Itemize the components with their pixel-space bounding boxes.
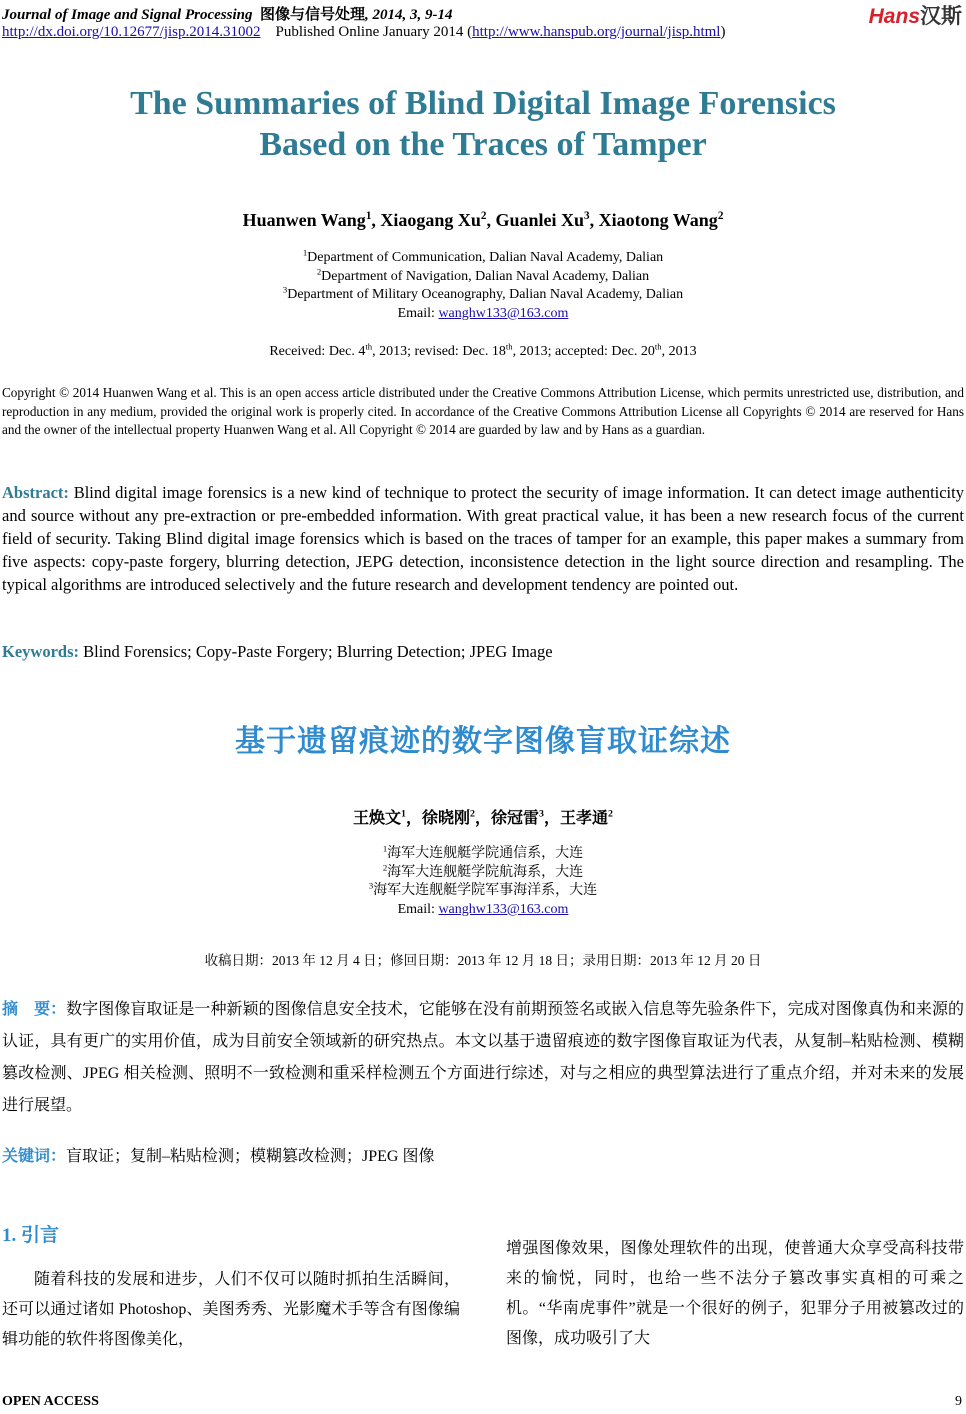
title-line-2: Based on the Traces of Tamper	[259, 126, 707, 163]
affiliation-text: 海军大连舰艇学院军事海洋系，大连	[373, 883, 598, 898]
author-sep: ,	[486, 210, 496, 230]
email-line-cn: Email: wanghw133@163.com	[397, 901, 569, 917]
abstract-en	[2, 481, 964, 596]
affiliation-text: 海军大连舰艇学院航海系，大连	[387, 864, 584, 880]
doi-link[interactable]: http://dx.doi.org/10.12677/jisp.2014.31002	[2, 24, 261, 40]
copyright-notice: Copyright © 2014 Huanwen Wang et al. This is an open access article distributed under the Creative Commons Attribution License, which permits unrestricted use, distribution, and reproduction in any medium, provided the original work is properly cited. In accordance of the Creative Commons Attribution License all Copyrights © 2014 are reserved for Hans and the owner of the intellectual property Huanwen Wang et al. All Copyright © 2014 are guarded by law and by Hans as a guardian.	[2, 385, 964, 437]
affiliation-text: Department of Military Oceanography, Dalian Naval Academy, Dalian	[287, 287, 684, 302]
email-label: Email:	[397, 305, 439, 321]
author-affil-sup: 2	[717, 210, 724, 222]
affiliation-sup: 1	[302, 247, 308, 258]
author-name: Guanlei Xu	[495, 210, 585, 230]
logo-en: Hans	[868, 5, 920, 28]
abstract-text-en: Blind digital image forensics is a new kind of technique to protect the security of image information. It can detect image authenticity and source without any pre-extraction or pre-embedded information. With great practical value, it has been a new research focus of the current field of security. Taking Blind digital image forensics which is based on the traces of tamper for an example, this paper makes a summary from five aspects: copy-paste forgery, blurring detection, JEPG detection, inconsistence detection in the light source direction and resampling. The typical algorithms are introduced selectively and the future research and development tendency are pointed out.	[2, 483, 964, 594]
paper-title-en	[0, 83, 966, 165]
author-affil-sup: 2	[608, 808, 613, 820]
journal-name: Journal of Image and Signal Processing	[2, 7, 253, 23]
affiliation-text: Department of Communication, Dalian Naval Academy, Dalian	[307, 250, 664, 265]
affiliation-line	[0, 861, 966, 883]
affiliation-line	[0, 845, 966, 864]
keywords-text-en: Blind Forensics; Copy-Paste Forgery; Blurring Detection; JPEG Image	[83, 642, 553, 661]
abstract-cn	[2, 994, 964, 1122]
journal-issue: , 2014, 3, 9-14	[364, 7, 453, 23]
keywords-cn	[2, 1143, 964, 1166]
email-line-en	[0, 305, 966, 324]
affiliation-text: Department of Navigation, Dalian Naval Academy, Dalian	[321, 268, 650, 284]
affiliation-line	[0, 286, 966, 305]
intro-paragraph-left: 随着科技的发展和进步，人们不仅可以随时抓拍生活瞬间，还可以通过诸如 Photoshop、美图秀秀、光影魔术手等含有图像编辑功能的软件将图像美化，	[2, 1271, 460, 1348]
author-affil-sup: 1	[401, 808, 406, 820]
author-name: 王孝通	[559, 810, 608, 827]
affiliation-sup: 3	[368, 880, 374, 891]
affiliation-sup: 2	[316, 265, 322, 276]
paper-title-cn: 基于遗留痕迹的数字图像盲取证综述	[235, 724, 731, 759]
affiliation-sup: 2	[382, 861, 388, 872]
published-close: )	[720, 24, 726, 40]
title-line-1: The Summaries of Blind Digital Image Forensics	[130, 85, 836, 122]
affiliation-line	[0, 265, 966, 287]
author-name: Xiaotong Wang	[598, 210, 718, 230]
author-sep: ，	[406, 810, 423, 827]
affiliation-text: 海军大连舰艇学院通信系，大连	[387, 846, 584, 861]
journal-url-link[interactable]: http://www.hanspub.org/journal/jisp.html	[472, 24, 721, 40]
doi-line	[2, 24, 725, 41]
email-link-cn[interactable]: wanghw133@163.com	[438, 901, 569, 917]
abstract-text-cn: 数字图像盲取证是一种新颖的图像信息安全技术，它能够在没有前期预签名或嵌入信息等先验条件下，完成对图像真伪和来源的认证，具有更广的实用价值，成为目前安全领域新的研究热点。本文以基于遗留痕迹的数字图像盲取证为代表，从复制–粘贴检测、模糊篡改检测、JPEG 相关检测、照明不一致检测和重采样检测五个方面进行综述，对与之相应的典型算法进行了重点介绍，并对未来的发展进行展望。	[2, 1001, 964, 1114]
author-affil-sup: 1	[365, 210, 372, 222]
logo-cn: 汉斯	[920, 5, 962, 28]
section-heading-intro: 1. 引言	[2, 1225, 60, 1246]
author-name: 徐冠雷	[491, 810, 540, 827]
email-link-en[interactable]: wanghw133@163.com	[438, 305, 569, 321]
author-affil-sup: 3	[539, 808, 544, 820]
affiliation-line	[0, 249, 966, 268]
author-affil-sup: 2	[480, 210, 487, 222]
affiliation-sup: 1	[382, 843, 388, 854]
keywords-text-cn: 盲取证；复制–粘贴检测；模糊篡改检测；JPEG 图像	[66, 1148, 435, 1165]
affiliation-sup: 3	[282, 284, 288, 295]
keywords-label-cn: 关键词：	[2, 1148, 67, 1165]
body-column-left	[2, 1265, 460, 1355]
journal-header	[2, 3, 452, 24]
dates-cn: 收稿日期：2013 年 12 月 4 日；修回日期：2013 年 12 月 18 日；录用日期：2013 年 12 月 20 日	[204, 953, 762, 968]
author-name: 王焕文	[353, 810, 402, 827]
journal-name-cn: 图像与信号处理	[259, 7, 365, 23]
intro-paragraph-right: 增强图像效果，图像处理软件的出现，使普通大众享受高科技带来的愉悦，同时，也给一些不法分子篡改事实真相的可乘之机。“华南虎事件”就是一个很好的例子，犯罪分子用被篡改过的图像，成功吸引了大	[506, 1240, 964, 1347]
keywords-label-en: Keywords:	[2, 642, 84, 661]
authors-cn	[0, 805, 966, 828]
author-name: 徐晓刚	[422, 810, 471, 827]
keywords-en	[2, 642, 964, 662]
author-sep: ,	[371, 210, 381, 230]
authors-en	[0, 210, 966, 231]
author-affil-sup: 3	[584, 210, 590, 222]
author-sep: ,	[589, 210, 599, 230]
author-name: Huanwen Wang	[242, 210, 366, 230]
author-affil-sup: 2	[470, 808, 475, 820]
abstract-label-cn: 摘 要：	[2, 1001, 67, 1018]
author-name: Xiaogang Xu	[380, 210, 481, 230]
affiliations-en	[0, 249, 966, 323]
affiliation-line	[0, 882, 966, 901]
hans-logo	[869, 0, 962, 30]
page-number: 9	[955, 1394, 962, 1409]
dates-en: Received: Dec. 4th, 2013; revised: Dec. 18th, 2013; accepted: Dec. 20th, 2013	[269, 341, 697, 359]
author-sep: ，	[543, 810, 560, 827]
footer-open-access: OPEN ACCESS	[2, 1394, 99, 1409]
published-text: Published Online January 2014 (	[275, 24, 473, 40]
abstract-label-en: Abstract:	[2, 483, 74, 502]
author-sep: ，	[474, 810, 491, 827]
affiliations-cn	[0, 845, 966, 919]
